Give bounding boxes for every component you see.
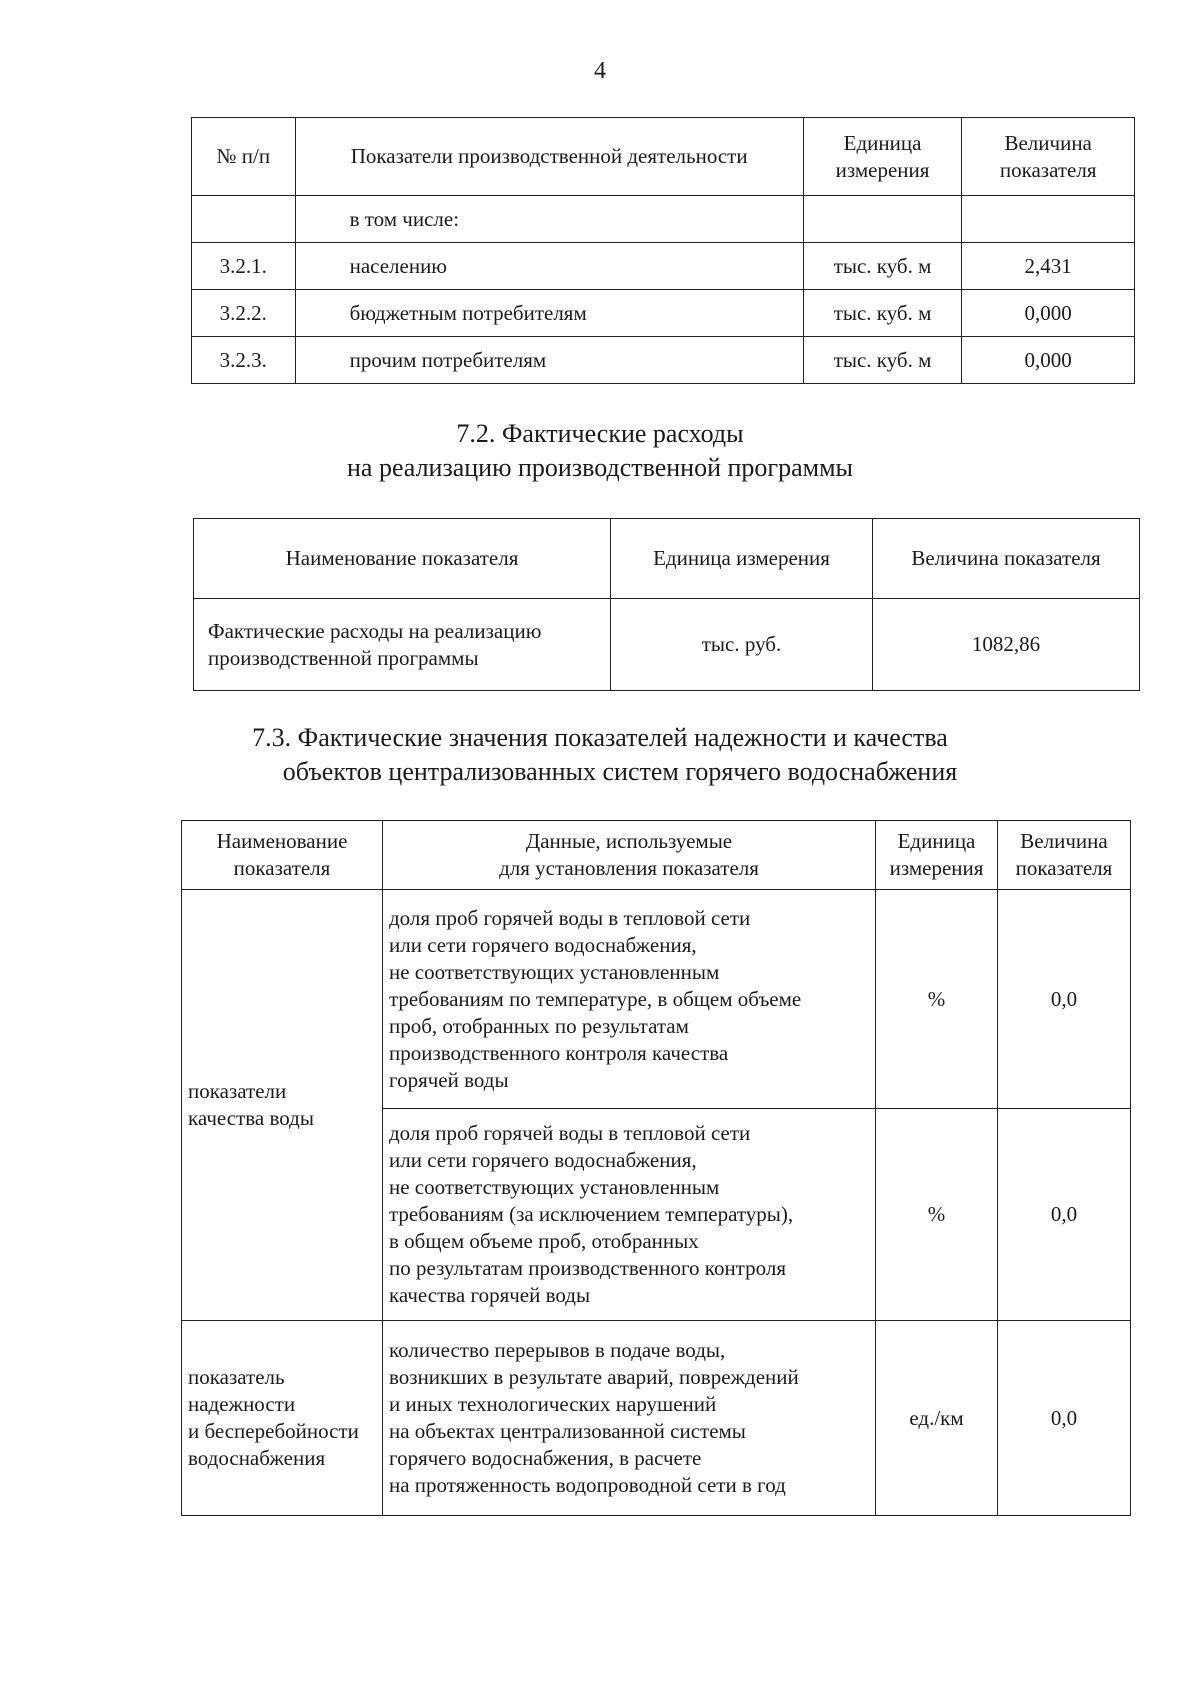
section-title-line: на реализацию производственной программы (346, 453, 853, 482)
row-name: бюджетным потребителям (295, 290, 803, 337)
section-title-7-3 (40, 721, 1160, 789)
row-unit: тыс. куб. м (803, 243, 962, 290)
table-row (192, 337, 1135, 384)
section-title-line: объектов централизованных систем горячего водоснабжения (282, 757, 958, 786)
row-value: 0,000 (962, 337, 1135, 384)
group-name-water-quality: показатели качества воды (182, 890, 383, 1321)
row-name-line: Фактические расходы на реализацию (208, 618, 542, 643)
row-name (194, 599, 611, 691)
table-header-row (194, 519, 1140, 599)
header-unit: Единица измерения (876, 821, 998, 890)
row-num: 3.2.1. (192, 243, 296, 290)
row-value (962, 196, 1135, 243)
row-unit (803, 196, 962, 243)
table-row (192, 243, 1135, 290)
header-unit: Единица измерения (611, 519, 873, 599)
row-value: 0,0 (998, 890, 1131, 1109)
header-num: № п/п (192, 118, 296, 196)
section-title-line: 7.2. Фактические расходы (456, 419, 744, 448)
row-num: 3.2.3. (192, 337, 296, 384)
row-unit: ед./км (876, 1321, 998, 1516)
reliability-quality-table (181, 820, 1131, 1516)
row-unit: % (876, 1109, 998, 1321)
table-row (182, 1321, 1131, 1516)
page-number: 4 (594, 58, 606, 84)
row-num: 3.2.2. (192, 290, 296, 337)
table-row (192, 290, 1135, 337)
table-row (192, 196, 1135, 243)
row-name-line: производственной программы (208, 645, 479, 670)
table-header-row (192, 118, 1135, 196)
header-name: Наименование показателя (194, 519, 611, 599)
row-unit: тыс. куб. м (803, 337, 962, 384)
production-indicators-table (191, 117, 1135, 384)
row-name: населению (295, 243, 803, 290)
row-unit: % (876, 890, 998, 1109)
table-row (194, 599, 1140, 691)
section-title-7-2 (0, 417, 1200, 485)
header-data: Данные, используемые для установления показателя (383, 821, 876, 890)
header-name: Показатели производственной деятельности (295, 118, 803, 196)
header-value: Величина показателя (962, 118, 1135, 196)
row-value: 2,431 (962, 243, 1135, 290)
row-value: 0,000 (962, 290, 1135, 337)
row-description: количество перерывов в подаче воды, возникших в результате аварий, повреждений и иных технологических нарушений на объектах централизованной системы горячего водоснабжения, в расчете на протяженность водопроводной сети в год (383, 1321, 876, 1516)
row-num (192, 196, 296, 243)
actual-expenses-table (193, 518, 1140, 691)
group-name-reliability: показатель надежности и бесперебойности водоснабжения (182, 1321, 383, 1516)
row-unit: тыс. руб. (611, 599, 873, 691)
row-name: в том числе: (295, 196, 803, 243)
row-description: доля проб горячей воды в тепловой сети или сети горячего водоснабжения, не соответствующих установленным требованиям по температуре, в общем объеме проб, отобранных по результатам производственного контроля качества горячей воды (383, 890, 876, 1109)
row-value: 0,0 (998, 1321, 1131, 1516)
section-title-line: 7.3. Фактические значения показателей надежности и качества (252, 723, 948, 752)
row-name: прочим потребителям (295, 337, 803, 384)
row-description: доля проб горячей воды в тепловой сети или сети горячего водоснабжения, не соответствующих установленным требованиям (за исключением температуры), в общем объеме проб, отобранных по результатам производственного контроля качества горячей воды (383, 1109, 876, 1321)
header-name: Наименование показателя (182, 821, 383, 890)
table-header-row (182, 821, 1131, 890)
row-value: 0,0 (998, 1109, 1131, 1321)
header-value: Величина показателя (873, 519, 1140, 599)
row-value: 1082,86 (873, 599, 1140, 691)
table-row (182, 890, 1131, 1109)
row-unit: тыс. куб. м (803, 290, 962, 337)
header-value: Величина показателя (998, 821, 1131, 890)
header-unit: Единица измерения (803, 118, 962, 196)
